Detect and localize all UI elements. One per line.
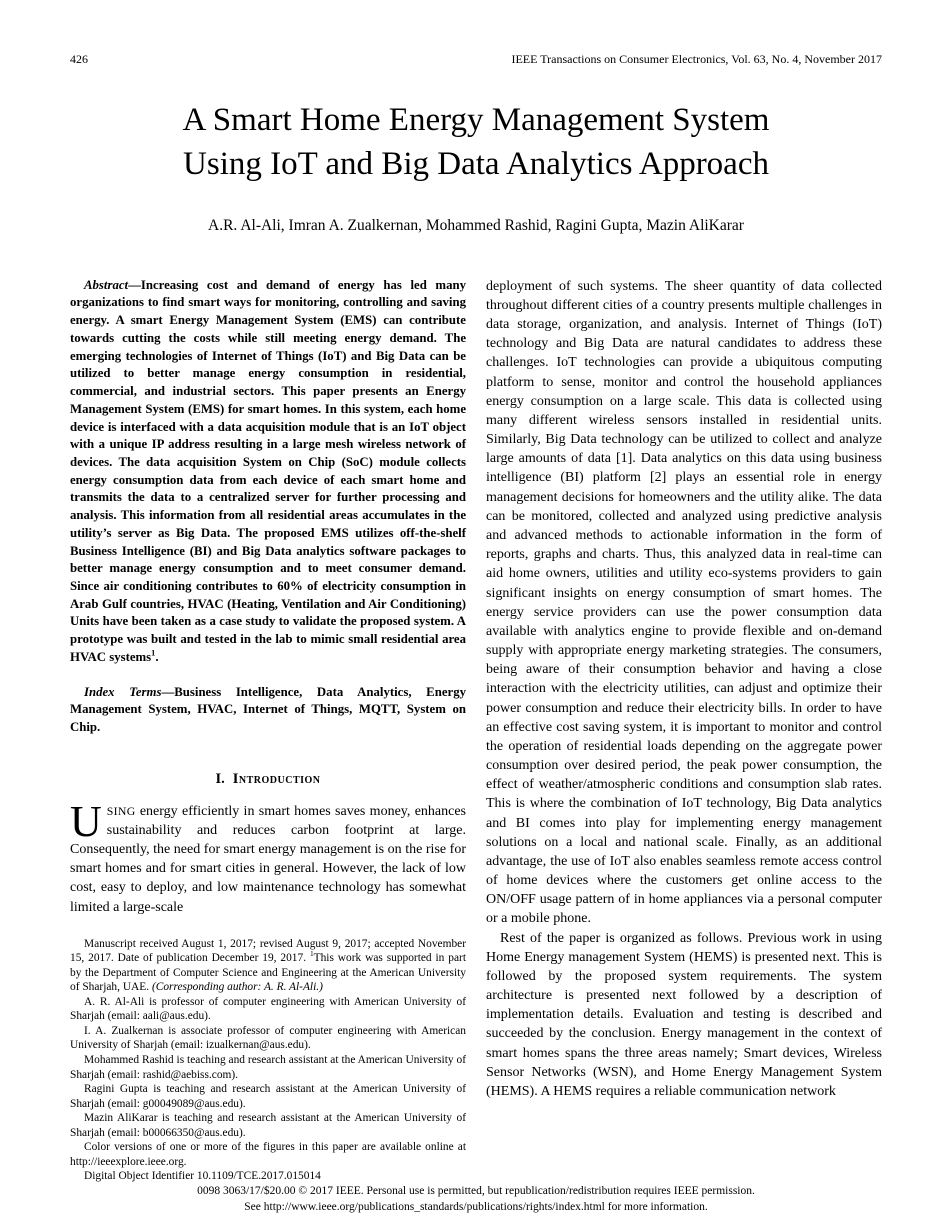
- paper-title: [70, 99, 882, 187]
- footnote-author-alali: A. R. Al-Ali is professor of computer engineering with American University of Sharjah (email: aali@aus.edu).: [70, 995, 466, 1023]
- two-column-body: [70, 277, 882, 1184]
- right-column: [486, 277, 882, 1184]
- footnote-author-rashid: Mohammed Rashid is teaching and research assistant at the American University of Sharjah (email: rashid@aebiss.com).: [70, 1054, 466, 1081]
- index-terms-paragraph: [70, 684, 466, 737]
- footnote-doi: Digital Object Identifier 10.1109/TCE.2017.015014: [84, 1170, 321, 1183]
- footnote-manuscript: Manuscript received August 1, 2017; revised August 9, 2017; accepted November 15, 2017. Date of publication December 19, 2017. $^1$This work was supported in part by the Department of Computer Science and Engineering at the American University of Sharjah, UAE. (Corresponding author: A. R. Al-Ali.): [70, 937, 466, 994]
- footnote-author-alikarar: Mazin AliKarar is teaching and research assistant at the American University of Sharjah (email: b00066350@aus.edu).: [70, 1112, 466, 1139]
- paper-title-line2: Using IoT and Big Data Analytics Approach: [183, 145, 769, 182]
- corresponding-author-note: (Corresponding author: A. R. Al-Ali.): [151, 981, 323, 994]
- authors-line: A.R. Al-Ali, Imran A. Zualkernan, Mohammed Rashid, Ragini Gupta, Mazin AliKarar: [208, 216, 744, 234]
- page-number: 426: [70, 52, 88, 66]
- abstract-footnote-mark: 1: [151, 648, 156, 658]
- index-terms-text: —Business Intelligence, Data Analytics, Energy Management System, HVAC, Internet of Things, MQTT, System on Chip.: [70, 684, 466, 734]
- footnote-author-gupta: Ragini Gupta is teaching and research assistant at the American University of Sharjah (email: g00049089@aus.edu).: [70, 1083, 466, 1110]
- intro-text: energy efficiently in smart homes saves money, enhances sustainability and reduces carbon footprint at large. Consequently, the need for smart energy management is on the rise for smart homes and for smart cities in general. However, the lack of low cost, easy to deploy, and low maintenance technology has somewhat limited a large-scale: [70, 803, 466, 915]
- copyright-line: 0098 3063/17/$20.00 © 2017 IEEE. Personal use is permitted, but republication/redistribution requires IEEE permission.: [197, 1184, 755, 1197]
- copyright-footer: [0, 1183, 952, 1216]
- intro-lead-word: SING: [106, 803, 136, 818]
- paper-title-line1: A Smart Home Energy Management System: [182, 102, 770, 138]
- footnotes-block: [70, 937, 466, 1184]
- intro-paragraph: [70, 796, 466, 917]
- abstract-text: —Increasing cost and demand of energy has led many organizations to find smart ways for monitoring, controlling and saving energy. A smart Energy Management System (EMS) can contribute towards cutting the costs while still meeting energy demand. The emerging technologies of Internet of Things (IoT) and Big Data can be utilized to better manage energy consumption in residential, commercial, and industrial sectors. This paper presents an Energy Management System (EMS) for smart homes. In this system, each home device is interfaced with a data acquisition module that is an IoT object with a unique IP address resulting in a large mesh wireless network of devices. The data acquisition System on Chip (SoC) module collects energy consumption data from each device of each smart home and transmits the data to a centralized server for further processing and analysis. This information from all residential areas accumulates in the utility’s server as Big Data. The proposed EMS utilizes off-the-shelf Business Intelligence (BI) and Big Data analytics software packages to better manage energy consumption and to meet consumer demand. Since air conditioning contributes to 60% of electricity consumption in Arab Gulf countries, HVAC (Heating, Ventilation and Air Conditioning) Units have been taken as a case study to validate the proposed system. A prototype was built and tested in the lab to mimic small residential area HVAC systems: [70, 277, 466, 664]
- footnote-color-versions: Color versions of one or more of the figures in this paper are available online at http://ieeexplore.ieee.org.: [70, 1141, 466, 1168]
- journal-line: IEEE Transactions on Consumer Electronics, Vol. 63, No. 4, November 2017: [511, 52, 882, 66]
- section-title: Introduction: [232, 770, 321, 787]
- running-header: [70, 52, 882, 67]
- left-column: [70, 277, 466, 1184]
- footnote-superscript-1: 1: [309, 949, 314, 959]
- abstract-paragraph: Abstract—Increasing cost and demand of energy has led many organizations to find smart ways for monitoring, controlling and saving energy. A smart Energy Management System (EMS) can contribute towards cutting the costs while still meeting energy demand. The emerging technologies of Internet of Things (IoT) and Big Data can be utilized to better manage energy consumption in residential, commercial, and industrial sectors. This paper presents an Energy Management System (EMS) for smart homes. In this system, each home device is interfaced with a data acquisition module that is an IoT object with a unique IP address resulting in a large mesh wireless network of devices. The data acquisition System on Chip (SoC) module collects energy consumption data from each device of each smart home and transmits the data to a centralized server for further processing and analysis. This information from all residential areas accumulates in the utility’s server as Big Data. The proposed EMS utilizes off-the-shelf Business Intelligence (BI) and Big Data analytics software packages to better manage energy consumption and to meet consumer demand. Since air conditioning contributes to 60% of electricity consumption in Arab Gulf countries, HVAC (Heating, Ventilation and Air Conditioning) Units have been taken as a case study to validate the proposed system. A prototype was built and tested in the lab to mimic small residential area HVAC systems$^1$.: [70, 277, 466, 664]
- footnote-author-zualkernan: I. A. Zualkernan is associate professor of computer engineering with American University of Sharjah (email: izualkernan@aus.edu).: [70, 1024, 466, 1052]
- index-terms-label: Index Terms: [84, 684, 162, 699]
- right-column-paragraph-1: deployment of such systems. The sheer quantity of data collected throughout different cities of a country presents multiple challenges in data storage, organization, and analysis. Internet of Things (IoT) technology and Big Data are natural candidates to address these challenges. IoT technologies can provide a ubiquitous computing platform to sense, monitor and control the household appliances energy consumption on a large scale. This data is collected using many different wireless sensors installed in residential units. Similarly, Big Data technology can be utilized to collect and analyze large amounts of data [1]. Data analytics on this data using business intelligence (BI) platform [2] plays an essential role in energy management decisions for homeowners and the utility alike. The data can be monitored, collected and analyzed using predictive analysis and advanced methods to actionable information in the form of reports, graphs and charts. Thus, this analyzed data in real-time can aid home owners, utilities and utility eco-systems providers to gain significant insights on energy consumption of smart homes. The energy service providers can use the power consumption data available with analytics engine to provide flexible and on-demand supply with appropriate energy marketing strategies. The consumers, being aware of their consumption behavior and having a close interaction with the electricity utilities, can adjust and optimize their power consumption and reduce their electricity bills. In order to have an effective cost saving system, it is important to monitor and control the operation of residential loads depending on the aggregate power consumption over desired period, the peak power consumption, the effect of weather/atmospheric conditions and consumption slab rates. This is where the combination of IoT technology, Big Data analytics and BI comes into play for implementing energy management solutions on a local and national scale. Finally, as an additional advantage, the use of IoT also enables seamless remote access control of home devices where the customers get online access to the ON/OFF usage pattern of in home appliances via a personal computer or a mobile phone.: [486, 278, 882, 927]
- dropcap-letter: U: [70, 796, 102, 846]
- permissions-line: See http://www.ieee.org/publications_standards/publications/rights/index.html for more information.: [244, 1201, 708, 1214]
- section-heading-introduction: [70, 771, 466, 788]
- right-column-paragraph-2: Rest of the paper is organized as follows. Previous work in using Home Energy management System (HEMS) is presented next. This is followed by the proposed system requirements. The system architecture is presented next followed by a description of implementation details. Evaluation and testing is described and succeeded by the conclusion. Energy management in the context of smart homes spans the three areas namely; Smart devices, Wireless Sensor Networks (WSN), and Home Energy Management System (HEMS). A HEMS requires a reliable communication network: [486, 930, 882, 1099]
- abstract-label: Abstract: [84, 277, 129, 292]
- section-number: I.: [215, 770, 225, 787]
